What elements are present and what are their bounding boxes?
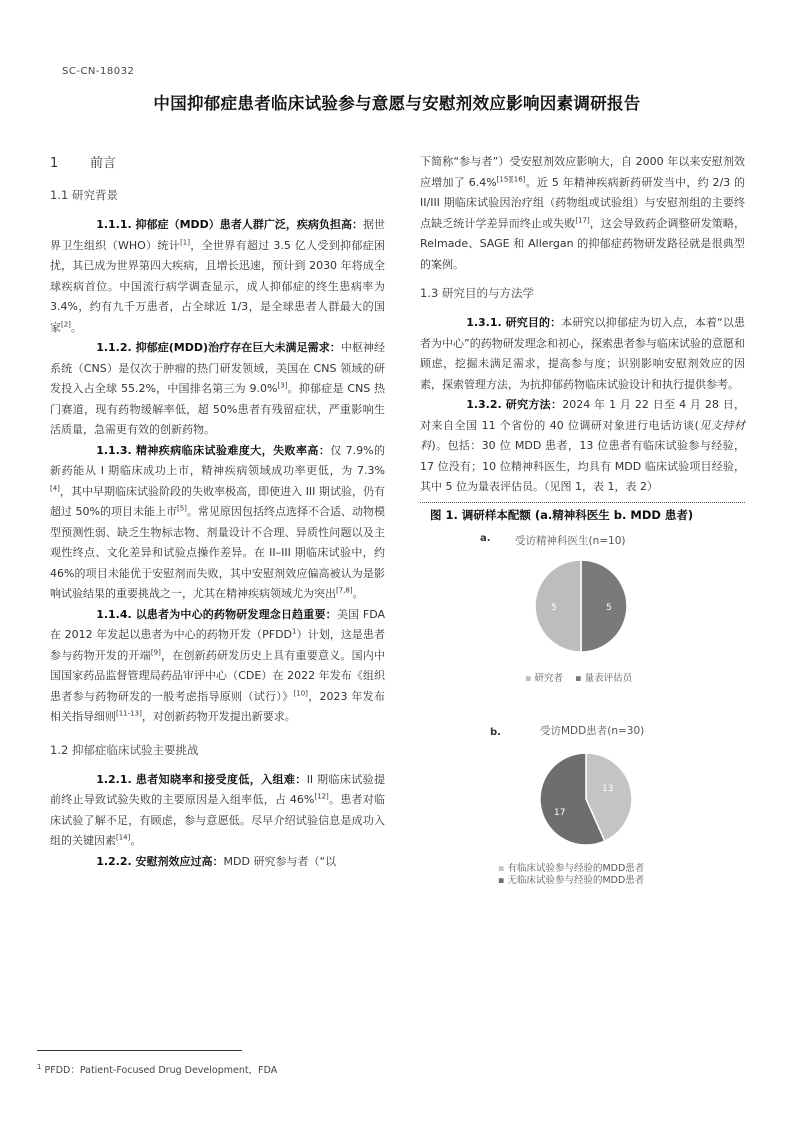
legend-label: 研究者	[534, 672, 563, 684]
paragraph-1-2-2-continued	[420, 152, 745, 275]
paragraph-text: 。	[352, 587, 364, 600]
pie-b-legend	[498, 863, 644, 887]
legend-marker-icon: ▪	[525, 672, 532, 684]
citation: [11-13]	[116, 709, 142, 718]
left-column	[50, 150, 385, 872]
pie-a-slice-investigator	[535, 560, 581, 652]
citation: [17]	[575, 215, 590, 224]
document-id: SC-CN-18032	[62, 66, 135, 77]
paragraph-lead: 1.2.1. 患者知晓率和接受度低，入组难：	[96, 772, 307, 786]
paragraph-text: 。患者对临床试验了解不足，有顾虑，参与意愿低。尽早介绍试验信息是成功入组的关键因素	[50, 793, 386, 847]
paragraph-lead: 1.1.3. 精神疾病临床试验难度大，失败率高：	[96, 443, 331, 457]
pie-a-label-rater: 5	[606, 602, 612, 613]
subsection-heading-1-3: 1.3 研究目的与方法学	[420, 286, 534, 300]
paragraph-text: ）计划，这是患者参与药物开发的开端	[50, 628, 386, 662]
paragraph-1-1-1	[50, 215, 385, 338]
pie-a-tag: a.	[480, 532, 491, 544]
paragraph-text: ，其中早期临床试验阶段的失败率极高，即使进入 III 期试验，仍有超过 50%的项目未能上市	[50, 484, 385, 518]
pie-a-graphic	[533, 558, 629, 654]
citation: [1]	[180, 237, 190, 246]
citation: [3]	[277, 381, 288, 390]
footnote-mark: 1	[37, 1062, 42, 1071]
legend-marker-icon: ▪	[498, 874, 505, 886]
pie-b-tag: b.	[490, 726, 501, 738]
figure-divider	[420, 502, 745, 503]
paragraph-text: ，这会导致药企调整研发策略，Relmade、SAGE 和 Allergan 的抑郁症药物研发路径就是很典型的案例。	[420, 216, 745, 271]
subsection-heading-1-2: 1.2 抑郁症临床试验主要挑战	[50, 742, 199, 757]
paragraph-text: II 期临床试验提前终止导致试验失败的主要原因是入组率低，占 46%	[50, 772, 385, 806]
paragraph-1-2-1	[50, 770, 385, 852]
support-material-reference: 见支持材料	[420, 418, 745, 452]
right-column	[420, 152, 745, 913]
citation: [4]	[50, 483, 60, 492]
footnote	[37, 1062, 277, 1076]
citation: [15][16]	[496, 174, 526, 183]
pie-a-legend	[525, 673, 632, 685]
paragraph-1-2-2	[50, 852, 385, 873]
citation: [12]	[314, 792, 329, 801]
pie-b-label-experienced: 13	[602, 783, 614, 794]
paragraph-1-1-4	[50, 605, 385, 728]
citation: [14]	[116, 833, 131, 842]
citation: [7,8]	[336, 586, 353, 595]
paragraph-text: 2024 年 1 月 22 日至 4 月 28 日，对来自全国 11 个省份的 40 位调研对象进行电话访谈(	[420, 398, 745, 432]
paragraph-text: ，对创新药物开发提出新要求。	[141, 710, 296, 723]
pie-chart-a	[420, 523, 745, 713]
legend-marker-icon: ▪	[498, 862, 505, 874]
paragraph-text: ，2023 年发布相关指导细则	[50, 689, 385, 723]
paragraph-text: )。包括：30 位 MDD 患者，13 位患者有临床试验参与经验，17 位没有；10 位精神科医生，均具有 MDD 临床试验项目经验，其中 5 位为量表评估员。（见图 1，表 1，表 2）	[420, 439, 746, 493]
paragraph-text: 。	[70, 320, 82, 334]
paragraph-text: 。常见原因包括终点选择不合适、动物模型预测性弱、缺乏生物标志物、剂量设计不合理、异质性问题以及主观性终点、文化差异和试验点操作差异。在 II–III 期临床试验中，约 46%的项目未能优于安慰剂而失败，其中安慰剂效应偏高被认为是影响试验结果的重要挑战之一，尤其在精神疾病领域尤为突出	[50, 505, 385, 600]
citation: [9]	[150, 647, 161, 656]
paragraph-lead: 1.3.2. 研究方法：	[466, 398, 563, 411]
pie-chart-b	[420, 713, 745, 913]
paragraph-lead: 1.1.2. 抑郁症(MDD)治疗存在巨大未满足需求：	[96, 341, 341, 354]
subsection-heading-1-1: 1.1 研究背景	[50, 188, 118, 202]
paragraph-text: 中枢神经系统（CNS）是仅次于肿瘤的热门研发领域，美国在 CNS 领域的研发投入占全球 55.2%，中国排名第三为 9.0%	[50, 341, 385, 395]
legend-label: 无临床试验参与经验的MDD患者	[507, 874, 645, 886]
paragraph-lead: 1.1.4. 以患者为中心的药物研发理念日趋重要：	[96, 607, 337, 621]
pie-a-label-investigator: 5	[551, 602, 557, 613]
legend-label: 量表评估员	[584, 672, 633, 684]
section-number: 1	[50, 156, 59, 171]
footnote-mark[interactable]: 1	[292, 627, 297, 636]
footnote-divider	[37, 1050, 242, 1051]
legend-label: 有临床试验参与经验的MDD患者	[507, 862, 645, 874]
paragraph-1-3-2	[420, 395, 745, 498]
citation: [10]	[293, 688, 308, 697]
paragraph-text: 本研究以抑郁症为切入点，本着“以患者为中心”的药物研发理念和初心，探索患者参与临床试验的意愿和顾虑，挖掘未满足需求，提高参与度；识别影响安慰剂效应的因素，探索管理方法，为抗抑郁药物临床试验设计和执行提供参考。	[420, 316, 746, 391]
paragraph-text: 。	[130, 834, 142, 847]
paragraph-text: 下简称“参与者”）受安慰剂效应影响大，自 2000 年以来安慰剂效应增加了 6.4%	[420, 155, 745, 189]
footnote-text: PFDD：Patient-Focused Drug Development，FDA	[44, 1065, 278, 1076]
section-title: 前言	[90, 156, 117, 171]
figure-caption: 图 1. 调研样本配额 (a.精神科医生 b. MDD 患者)	[430, 507, 694, 522]
paragraph-1-3-1	[420, 313, 745, 395]
paragraph-text: ，在创新药研发历史上具有重要意义。国内中国国家药品监督管理局药品审评中心（CDE）在 2022 年发布《组织患者参与药物研发的一般考虑指导原则（试行）》	[50, 648, 386, 703]
paragraph-text: 仅 7.9%的新药能从 I 期临床成功上市，精神疾病领域成功率更低，为 7.3%	[50, 443, 385, 477]
page-title: 中国抑郁症患者临床试验参与意愿与安慰剂效应影响因素调研报告	[153, 94, 641, 113]
paragraph-text: 。近 5 年精神疾病新药研发当中，约 2/3 的 II/III 期临床试验因治疗组（药物组或试验组）与安慰剂组的主要终点缺乏统计学差异而终止或失败	[420, 175, 745, 230]
paragraph-lead: 1.2.2. 安慰剂效应过高：	[96, 854, 224, 868]
citation: [5]	[177, 504, 187, 513]
paragraph-text: MDD 研究参与者（“以	[223, 854, 337, 868]
paragraph-text: 。抑郁症是 CNS 热门赛道，现有药物缓解率低，超 50%患者有残留症状，严重影响生活质量，急需更有效的创新药物。	[50, 382, 385, 436]
pie-b-graphic	[538, 751, 634, 847]
pie-a-title: 受访精神科医生(n=10)	[515, 534, 626, 547]
paragraph-lead: 1.1.1. 抑郁症（MDD）患者人群广泛，疾病负担高：	[96, 218, 363, 231]
pie-a-slice-rater	[581, 560, 627, 652]
paragraph-1-1-2	[50, 338, 385, 441]
legend-marker-icon: ▪	[575, 672, 582, 684]
paragraph-1-1-3	[50, 441, 385, 605]
paragraph-lead: 1.3.1. 研究目的：	[466, 316, 562, 329]
paragraph-text: 据世界卫生组织（WHO）统计	[50, 218, 385, 252]
section-heading-1	[50, 152, 385, 171]
pie-b-title: 受访MDD患者(n=30)	[540, 724, 645, 737]
pie-b-label-naive: 17	[554, 807, 566, 818]
paragraph-text: 美国 FDA 在 2012 年发起以患者为中心的药物开发（PFDD	[50, 607, 385, 641]
paragraph-text: ，全世界有超过 3.5 亿人受到抑郁症困扰，其已成为世界第四大疾病，且增长迅速，预计到 2030 年将成全球疾病首位。中国流行病学调查显示，成人抑郁症的终生患病率为 3.4%，约有九千万患者，占全球近 1/3，是全球患者人群最大的国家	[50, 238, 385, 334]
citation: [2]	[61, 319, 71, 328]
